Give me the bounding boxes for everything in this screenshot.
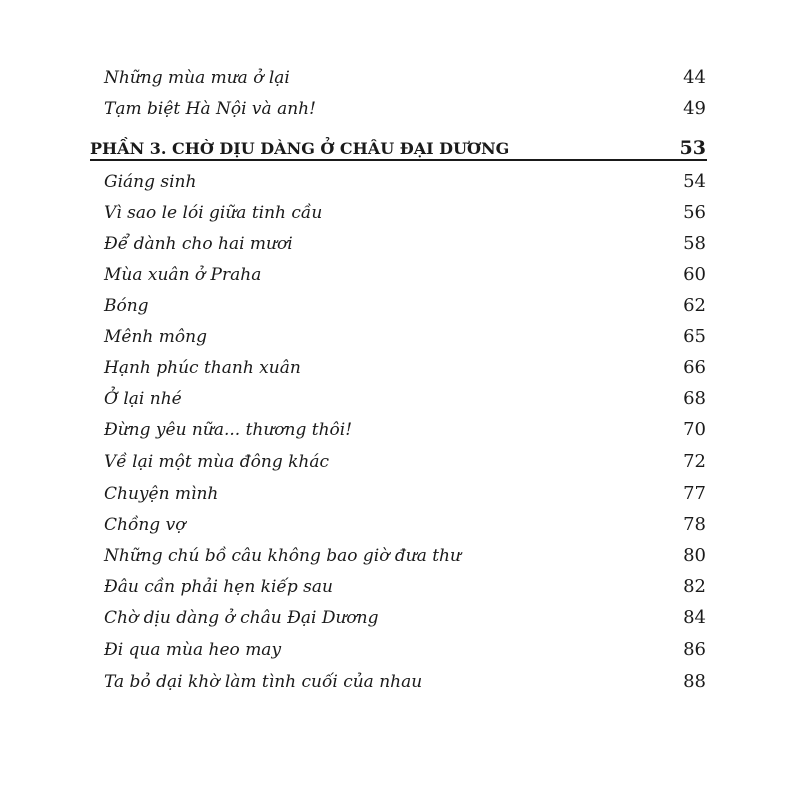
toc-entry-title: Những chú bồ câu không bao giờ đưa thư	[104, 546, 461, 566]
toc-entry[interactable]	[104, 606, 706, 630]
toc-entry-page: 54	[683, 171, 706, 192]
toc-entry-page: 56	[683, 202, 706, 223]
toc-entry[interactable]	[104, 544, 706, 568]
toc-entry-title: Ta bỏ dại khờ làm tình cuối của nhau	[104, 672, 423, 692]
toc-entry[interactable]	[104, 201, 706, 225]
toc-entry[interactable]	[104, 232, 706, 256]
toc-entry-page: 62	[683, 295, 706, 316]
toc-entry-page: 58	[683, 233, 706, 254]
toc-entry[interactable]	[104, 170, 706, 194]
toc-entry-title: Chồng vợ	[104, 515, 186, 535]
toc-entry[interactable]	[104, 450, 706, 474]
toc-entry-page: 66	[683, 357, 706, 378]
toc-entry-title: Vì sao le lói giữa tinh cầu	[104, 203, 323, 223]
toc-entry-page: 88	[683, 671, 706, 692]
toc-entry-title: Đâu cần phải hẹn kiếp sau	[104, 577, 333, 597]
toc-entry-title: Bóng	[104, 296, 149, 316]
toc-entry-page: 68	[683, 388, 706, 409]
toc-entry-page: 60	[683, 264, 706, 285]
toc-entry[interactable]	[104, 325, 706, 349]
toc-entry-page: 84	[683, 607, 706, 628]
toc-entry-page: 49	[683, 98, 706, 119]
toc-entry-title: Chuyện mình	[104, 484, 219, 504]
toc-entry[interactable]	[104, 97, 706, 121]
toc-entry-title: Đi qua mùa heo may	[104, 640, 282, 660]
section-divider	[90, 159, 707, 161]
toc-entry-page: 65	[683, 326, 706, 347]
toc-entry-title: Mênh mông	[104, 327, 207, 347]
toc-entry[interactable]	[104, 66, 706, 90]
toc-entry[interactable]	[104, 513, 706, 537]
toc-entry[interactable]	[104, 670, 706, 694]
toc-entry[interactable]	[104, 263, 706, 287]
toc-entry-page: 86	[683, 639, 706, 660]
section-heading[interactable]	[90, 136, 706, 160]
toc-entry-title: Giáng sinh	[104, 172, 197, 192]
section-page: 53	[679, 137, 706, 159]
toc-entry-page: 70	[683, 419, 706, 440]
toc-entry-page: 72	[683, 451, 706, 472]
toc-entry[interactable]	[104, 418, 706, 442]
toc-entry-title: Chờ dịu dàng ở châu Đại Dương	[104, 608, 379, 628]
toc-entry-title: Hạnh phúc thanh xuân	[104, 358, 301, 378]
toc-entry-title: Ở lại nhé	[104, 389, 182, 409]
toc-entry-title: Về lại một mùa đông khác	[104, 452, 330, 472]
toc-entry-title: Những mùa mưa ở lại	[104, 68, 290, 88]
toc-entry-title: Để dành cho hai mươi	[104, 234, 293, 254]
toc-entry-page: 80	[683, 545, 706, 566]
toc-entry[interactable]	[104, 294, 706, 318]
toc-entry-title: Mùa xuân ở Praha	[104, 265, 262, 285]
toc-entry[interactable]	[104, 638, 706, 662]
toc-entry-page: 78	[683, 514, 706, 535]
toc-entry-page: 82	[683, 576, 706, 597]
toc-entry[interactable]	[104, 575, 706, 599]
toc-entry-title: Tạm biệt Hà Nội và anh!	[104, 99, 316, 119]
toc-entry[interactable]	[104, 356, 706, 380]
toc-entry[interactable]	[104, 482, 706, 506]
toc-entry-page: 44	[683, 67, 706, 88]
toc-entry[interactable]	[104, 387, 706, 411]
section-title: PHẦN 3. CHỜ DỊU DÀNG Ở CHÂU ĐẠI DƯƠNG	[90, 139, 510, 158]
toc-entry-page: 77	[683, 483, 706, 504]
toc-entry-title: Đừng yêu nữa... thương thôi!	[104, 420, 353, 440]
